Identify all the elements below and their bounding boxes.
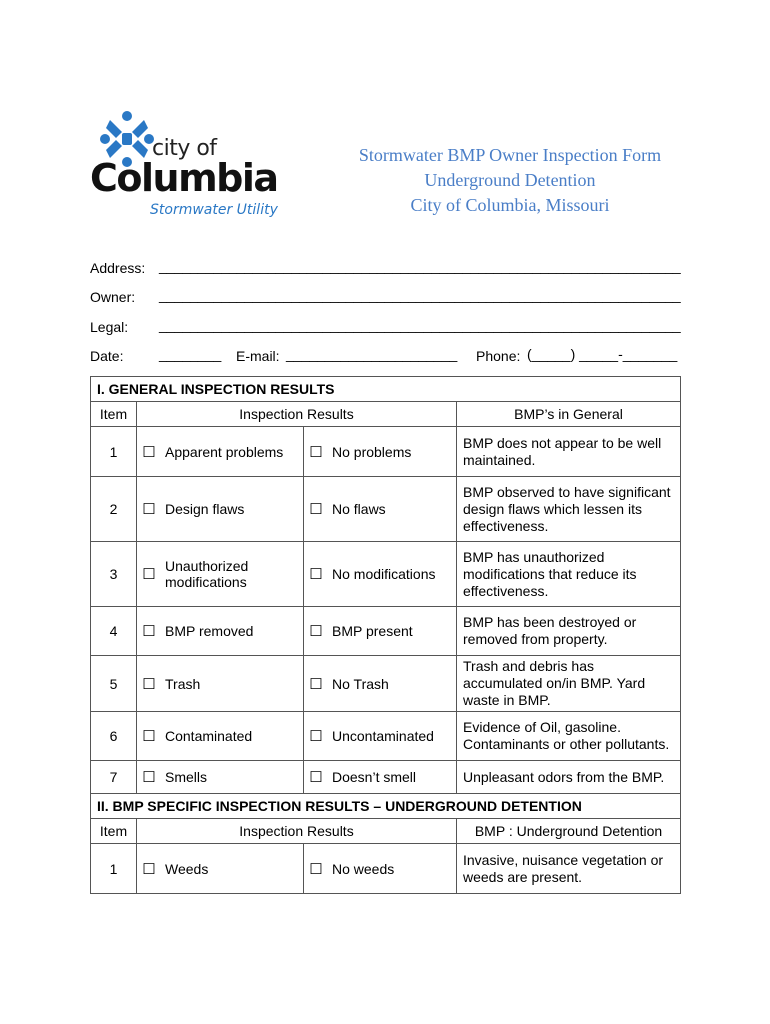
table-row <box>91 427 681 477</box>
col-bmp-underground-detention: BMP : Underground Detention <box>457 819 681 844</box>
address-field[interactable]: ___________________________________________________________________ <box>159 258 681 274</box>
checkbox[interactable]: ☐ <box>304 427 329 477</box>
checkbox[interactable]: ☐ <box>304 761 329 794</box>
option-label: Unauthorized modifications <box>161 542 304 607</box>
checkbox[interactable]: ☐ <box>137 607 162 656</box>
table-row <box>91 656 681 712</box>
col-item: Item <box>91 402 137 427</box>
owner-label: Owner: <box>90 289 136 305</box>
section-1-column-headers <box>91 402 681 427</box>
date-field[interactable]: ________ <box>159 346 222 362</box>
city-logo <box>88 106 288 224</box>
table-row <box>91 477 681 542</box>
table-row <box>91 607 681 656</box>
checkbox[interactable]: ☐ <box>304 656 329 712</box>
table-row <box>91 761 681 794</box>
table-row <box>91 712 681 761</box>
checkbox[interactable]: ☐ <box>304 844 329 894</box>
item-number: 1 <box>91 427 137 477</box>
checkbox[interactable]: ☐ <box>137 542 162 607</box>
option-label: Doesn’t smell <box>328 761 457 794</box>
row-description: Unpleasant odors from the BMP. <box>457 761 681 794</box>
option-label: Weeds <box>161 844 304 894</box>
col-inspection-results: Inspection Results <box>137 819 457 844</box>
col-item: Item <box>91 819 137 844</box>
checkbox[interactable]: ☐ <box>304 542 329 607</box>
checkbox[interactable]: ☐ <box>137 656 162 712</box>
row-description: Trash and debris has accumulated on/in BMP. Yard waste in BMP. <box>457 656 681 712</box>
row-description: Invasive, nuisance vegetation or weeds are present. <box>457 844 681 894</box>
logo-columbia: Columbia <box>90 156 278 200</box>
table-row <box>91 542 681 607</box>
option-label: BMP present <box>328 607 457 656</box>
phone-label: Phone: <box>476 348 521 364</box>
option-label: No weeds <box>328 844 457 894</box>
col-bmps-in-general: BMP’s in General <box>457 402 681 427</box>
owner-field[interactable]: ___________________________________________________________________ <box>159 287 681 303</box>
logo-city-of: city of <box>152 136 217 161</box>
section-2-title: II. BMP SPECIFIC INSPECTION RESULTS – UNDERGROUND DETENTION <box>91 794 681 819</box>
item-number: 2 <box>91 477 137 542</box>
row-description: BMP has unauthorized modifications that reduce its effectiveness. <box>457 542 681 607</box>
section-2-header <box>91 794 681 819</box>
option-label: Smells <box>161 761 304 794</box>
inspection-table <box>90 376 681 894</box>
section-1-header <box>91 377 681 402</box>
section-1-title: I. GENERAL INSPECTION RESULTS <box>91 377 681 402</box>
checkbox[interactable]: ☐ <box>304 477 329 542</box>
col-inspection-results: Inspection Results <box>137 402 457 427</box>
title-line-3: City of Columbia, Missouri <box>410 195 610 215</box>
option-label: No modifications <box>328 542 457 607</box>
row-description: Evidence of Oil, gasoline. Contaminants or other pollutants. <box>457 712 681 761</box>
email-label: E-mail: <box>236 348 280 364</box>
section-2-column-headers <box>91 819 681 844</box>
item-number: 3 <box>91 542 137 607</box>
checkbox[interactable]: ☐ <box>137 477 162 542</box>
legal-field[interactable]: ___________________________________________________________________ <box>159 317 681 333</box>
title-line-1: Stormwater BMP Owner Inspection Form <box>358 145 662 165</box>
option-label: No problems <box>328 427 457 477</box>
table-row <box>91 844 681 894</box>
item-number: 7 <box>91 761 137 794</box>
checkbox[interactable]: ☐ <box>137 844 162 894</box>
legal-label: Legal: <box>90 319 129 335</box>
option-label: Uncontaminated <box>328 712 457 761</box>
date-label: Date: <box>90 348 124 364</box>
checkbox[interactable]: ☐ <box>304 607 329 656</box>
item-number: 6 <box>91 712 137 761</box>
option-label: BMP removed <box>161 607 304 656</box>
item-number: 4 <box>91 607 137 656</box>
form-title <box>330 143 690 218</box>
checkbox[interactable]: ☐ <box>137 427 162 477</box>
title-line-2: Underground Detention <box>424 170 596 190</box>
option-label: Contaminated <box>161 712 304 761</box>
email-field[interactable]: ______________________ <box>286 346 458 362</box>
option-label: No Trash <box>328 656 457 712</box>
item-number: 1 <box>91 844 137 894</box>
option-label: Design flaws <box>161 477 304 542</box>
row-description: BMP observed to have significant design flaws which lessen its effectiveness. <box>457 477 681 542</box>
phone-field[interactable]: (_____) _____-_______ <box>527 346 678 362</box>
row-description: BMP has been destroyed or removed from property. <box>457 607 681 656</box>
row-description: BMP does not appear to be well maintained. <box>457 427 681 477</box>
option-label: Apparent problems <box>161 427 304 477</box>
option-label: Trash <box>161 656 304 712</box>
checkbox[interactable]: ☐ <box>304 712 329 761</box>
address-label: Address: <box>90 260 146 276</box>
option-label: No flaws <box>328 477 457 542</box>
checkbox[interactable]: ☐ <box>137 761 162 794</box>
checkbox[interactable]: ☐ <box>137 712 162 761</box>
item-number: 5 <box>91 656 137 712</box>
logo-utility: Stormwater Utility <box>150 202 278 218</box>
